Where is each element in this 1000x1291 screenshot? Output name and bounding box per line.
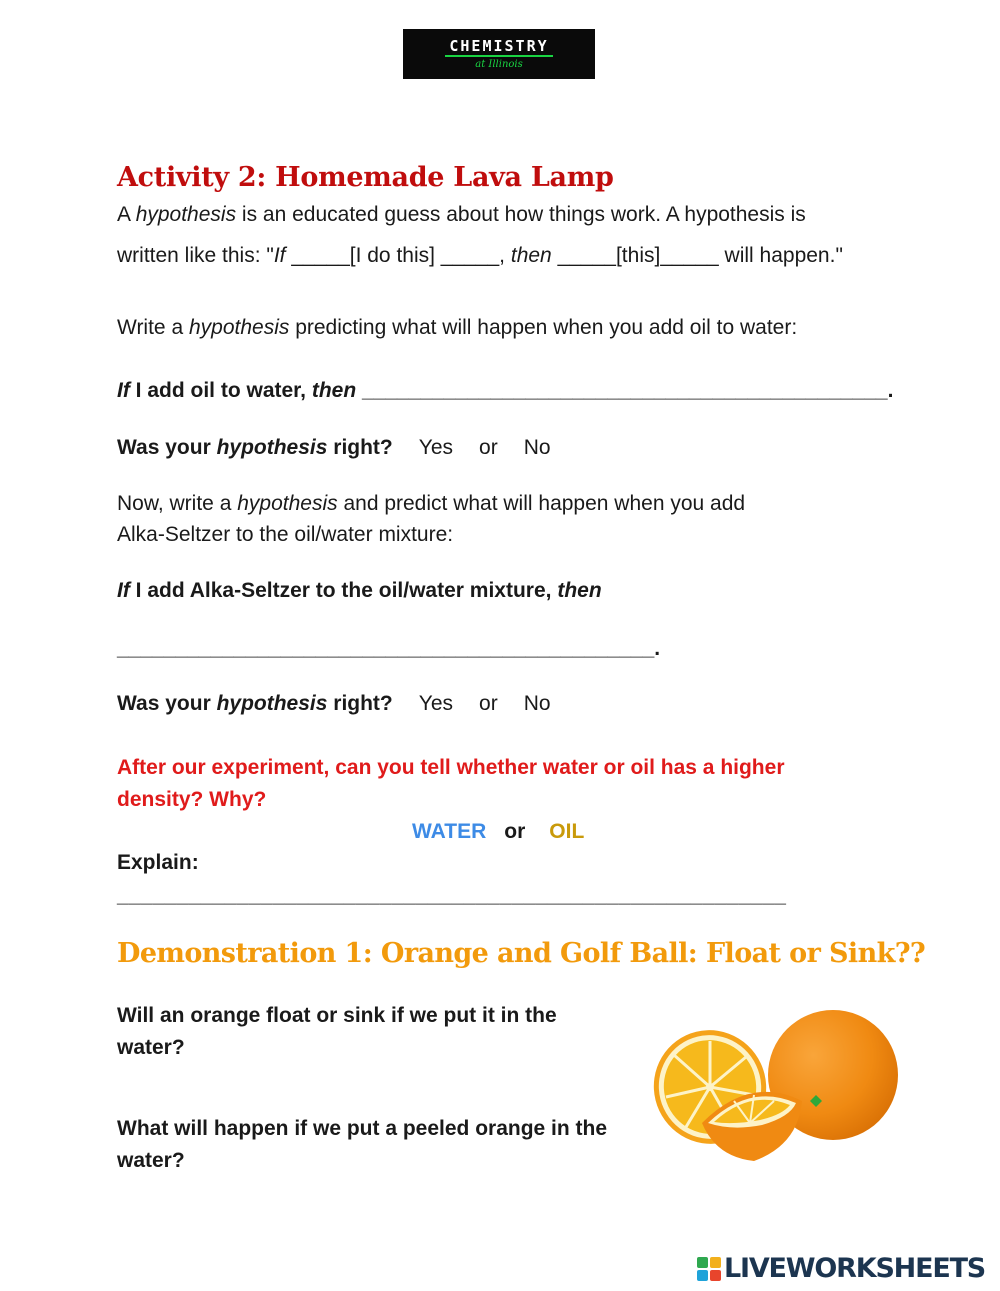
intro-text: is an educated guess about how things work. A hypothesis is xyxy=(236,203,806,226)
water-oil-choice xyxy=(412,818,584,846)
hypothesis-check-2 xyxy=(117,690,551,718)
check-text: Was your xyxy=(117,436,217,459)
or-text: or xyxy=(479,692,498,715)
prompt-text: Write a xyxy=(117,316,189,339)
prompt-oil-water xyxy=(117,314,797,342)
demo-title: Demonstration 1: Orange and Golf Ball: Float or Sink?? xyxy=(117,938,926,969)
yes-option-2[interactable]: Yes xyxy=(418,692,454,715)
water-option[interactable]: WATER xyxy=(412,820,487,843)
then-word: then xyxy=(311,379,357,402)
answer-blank-1[interactable]: _____________________________________________. xyxy=(356,379,894,402)
demo-question-2-line-1: What will happen if we put a peeled orange in the xyxy=(117,1117,608,1140)
demo-question-1-line-1: Will an orange float or sink if we put it in the xyxy=(117,1004,557,1027)
then-word: then xyxy=(557,579,602,602)
intro-text: A xyxy=(117,203,136,226)
intro-emphasis: then xyxy=(510,244,552,267)
intro-text: _____[I do this] _____, xyxy=(285,244,511,267)
hypothesis-1-line xyxy=(117,377,893,405)
orange-illustration xyxy=(650,1005,905,1170)
check-emphasis: hypothesis xyxy=(216,692,328,715)
if-word: If xyxy=(117,379,130,402)
hypothesis-text: I add oil to water, xyxy=(129,379,312,402)
hypothesis-2-line xyxy=(117,577,602,605)
answer-blank-2[interactable]: ______________________________________________. xyxy=(117,637,661,660)
no-option-1[interactable]: No xyxy=(523,436,551,459)
hypothesis-text: I add Alka-Seltzer to the oil/water mixture, xyxy=(129,579,558,602)
check-text: right? xyxy=(327,436,393,459)
check-text: Was your xyxy=(117,692,217,715)
logo-main-text: CHEMISTRY xyxy=(445,38,552,57)
liveworksheets-brand: LIVEWORKSHEETS xyxy=(724,1253,986,1284)
prompt-text: Now, write a xyxy=(117,492,238,515)
if-word: If xyxy=(117,579,130,602)
prompt-text: predicting what will happen when you add oil to water: xyxy=(289,316,798,339)
hypothesis-check-1 xyxy=(117,434,551,462)
check-emphasis: hypothesis xyxy=(216,436,328,459)
prompt-alka-seltzer-line-1 xyxy=(117,490,745,518)
oil-option[interactable]: OIL xyxy=(549,820,585,843)
intro-emphasis: If xyxy=(273,244,286,267)
explain-blank[interactable]: ________________________________________________________ xyxy=(117,884,787,907)
chemistry-logo xyxy=(403,29,595,79)
prompt-emphasis: hypothesis xyxy=(188,316,290,339)
question-line-2: density? Why? xyxy=(117,788,267,811)
prompt-text: and predict what will happen when you add xyxy=(337,492,746,515)
or-text: or xyxy=(504,820,526,843)
intro-line-2 xyxy=(117,242,843,270)
intro-emphasis: hypothesis xyxy=(135,203,237,226)
intro-text: _____[this]_____ will happen." xyxy=(551,244,843,267)
intro-text: written like this: " xyxy=(117,244,274,267)
liveworksheets-icon xyxy=(697,1257,721,1281)
yes-option-1[interactable]: Yes xyxy=(418,436,454,459)
demo-question-1-line-2: water? xyxy=(117,1036,185,1059)
check-text: right? xyxy=(327,692,393,715)
density-question xyxy=(117,752,897,816)
or-text: or xyxy=(479,436,498,459)
liveworksheets-logo[interactable] xyxy=(697,1252,985,1286)
intro-line-1 xyxy=(117,201,806,229)
logo-sub-text: at Illinois xyxy=(475,59,523,70)
prompt-alka-seltzer-line-2: Alka-Seltzer to the oil/water mixture: xyxy=(117,523,454,546)
explain-label: Explain: xyxy=(117,851,199,874)
question-line-1: After our experiment, can you tell whether water or oil has a higher xyxy=(117,756,785,779)
demo-question-2-line-2: water? xyxy=(117,1149,185,1172)
no-option-2[interactable]: No xyxy=(523,692,551,715)
prompt-emphasis: hypothesis xyxy=(237,492,338,515)
activity-title: Activity 2: Homemade Lava Lamp xyxy=(117,162,614,193)
